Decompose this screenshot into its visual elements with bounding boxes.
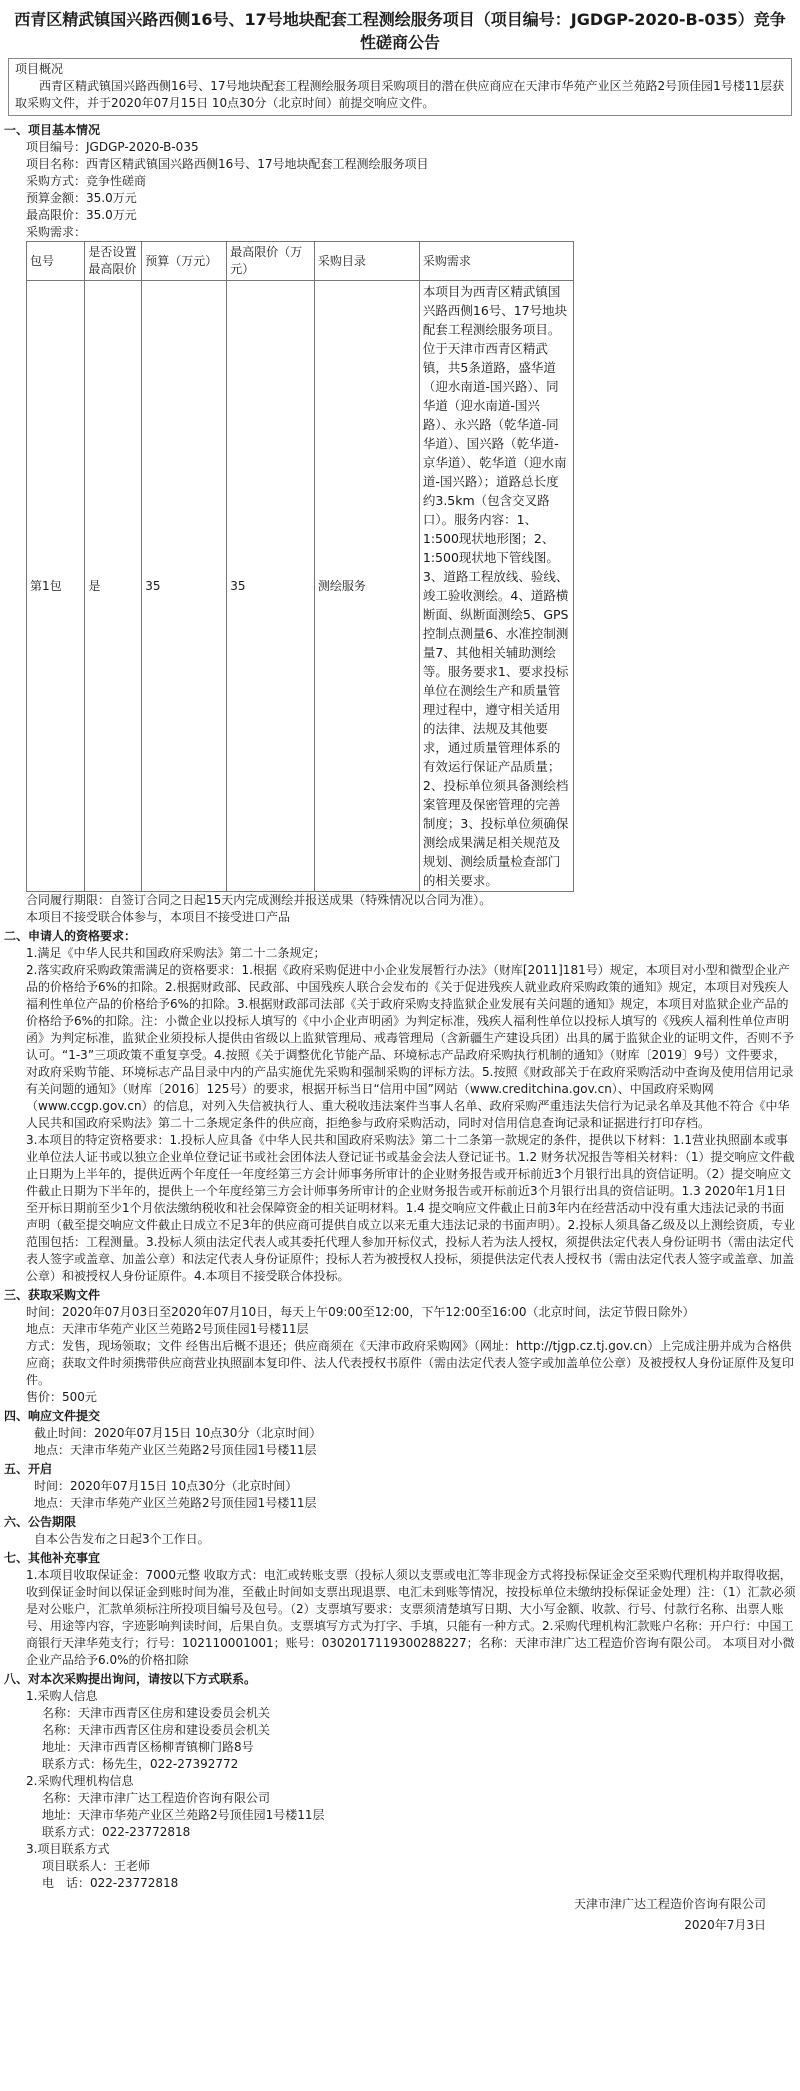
table-row: [27, 281, 574, 892]
agent-address: 地址：天津市华苑产业区兰苑路2号顶佳园1号楼11层: [42, 1808, 325, 1822]
table-header-row: [27, 242, 574, 281]
agent-name: 名称：天津市津广达工程造价咨询有限公司: [42, 1791, 271, 1805]
section-basic-info-heading: 一、项目基本情况: [4, 123, 101, 137]
section-qualification-heading: 二、申请人的资格要求：: [4, 929, 137, 943]
obtain-price: 售价：500元: [26, 1390, 97, 1404]
demand-label: 采购需求：: [26, 225, 87, 239]
section-notice-period-heading: 六、公告期限: [4, 1515, 77, 1529]
buyer-address: 地址：天津市西青区杨柳青镇柳门路8号: [42, 1740, 254, 1754]
section-opening-heading: 五、开启: [4, 1462, 53, 1476]
project-name: 项目名称：西青区精武镇国兴路西侧16号、17号地块配套工程测绘服务项目: [26, 157, 429, 171]
opening-time: 时间：2020年07月15日 10点30分（北京时间）: [34, 1479, 298, 1493]
project-overview-box: [8, 58, 792, 116]
buyer-name-repeat: 名称：天津市西青区住房和建设委员会机关: [42, 1723, 271, 1737]
procurement-method: 采购方式：竞争性磋商: [26, 174, 147, 188]
overview-heading: 项目概况: [15, 62, 64, 76]
col-header-catalog: 采购目录: [314, 242, 419, 281]
opening-place: 地点：天津市华苑产业区兰苑路2号顶佳园1号楼11层: [34, 1496, 317, 1510]
obtain-time: 时间：2020年07月03日至2020年07月10日，每天上午09:00至12:00，下午12:00至16:00（北京时间，法定节假日除外）: [26, 1305, 695, 1319]
buyer-contact: 联系方式：杨先生，022-27392772: [42, 1757, 239, 1771]
col-header-has-cap: 是否设置最高限价: [85, 242, 142, 281]
notice-period-text: 自本公告发布之日起3个工作日。: [34, 1532, 210, 1546]
project-contact-title: 3.项目联系方式: [26, 1842, 110, 1856]
agent-info-title: 2.采购代理机构信息: [26, 1774, 134, 1788]
project-number: 项目编号：JGDGP-2020-B-035: [26, 140, 199, 154]
buyer-name: 名称：天津市西青区住房和建设委员会机关: [42, 1706, 271, 1720]
section-other-heading: 七、其他补充事宜: [4, 1551, 101, 1565]
budget-amount: 预算金额：35.0万元: [26, 191, 137, 205]
cell-budget: 35: [142, 281, 227, 892]
announcement-page: [0, 8, 800, 1934]
project-contact-person: 项目联系人：王老师: [42, 1859, 151, 1873]
buyer-info-title: 1.采购人信息: [26, 1689, 98, 1703]
cell-has-cap: 是: [85, 281, 142, 892]
consortium-note: 本项目不接受联合体参与，本项目不接受进口产品: [26, 910, 291, 924]
submission-deadline: 截止时间：2020年07月15日 10点30分（北京时间）: [34, 1426, 322, 1440]
qualification-p3: 3.本项目的特定资格要求：1.投标人应具备《中华人民共和国政府采购法》第二十二条第一款规定的条件，提供以下材料：1.1营业执照副本或事业单位法人证书或以独立企业单位登记证书或社会团体法人登记证书或基金会法人登记证书。1.2 财务状况报告等相关材料：（1）提交响应文件截止日期为上半年的，提供近两个年度任一年度经第三方会计师事务所审计的企业财务报告或开标前近3个月银行出具的资信证明。（2）提交响应文件截止日期为下半年的，提供上一个年度经第三方会计师事务所审计的企业财务报告或开标前近3个月银行出具的资信证明。1.3 2020年1月1日至开标日期前至少1个月依法缴纳税收和社会保障资金的相关证明材料。1.4 提交响应文件截止日前3年内在经营活动中没有重大违法记录的书面声明（截至提交响应文件截止日成立不足3年的供应商可提供自成立以来无重大违法记录的书面声明）。2.投标人须具备乙级及以上测绘资质，专业范围包括：工程测量。3.投标人须由法定代表人或其委托代理人参加开标仪式，投标人若为法人授权，须提供法定代表人身份证明书（需由法定代表人签字或盖章、加盖公章）和法定代表人身份证原件；投标人若为被授权人投标，须提供法定代表人授权书（需由法定代表人签字或盖章、加盖公章）和被授权人身份证原件。4.本项目不接受联合体投标。: [26, 1133, 796, 1283]
signature-org: 天津市津广达工程造价咨询有限公司: [573, 1897, 766, 1911]
announcement-title: 西青区精武镇国兴路西侧16号、17号地块配套工程测绘服务项目（项目编号：JGDGP-2020-B-035）竞争性磋商公告: [14, 10, 786, 52]
col-header-budget: 预算（万元）: [142, 242, 227, 281]
cell-package: 第1包: [27, 281, 85, 892]
obtain-method: 方式：发售，现场领取；文件 经售出后概不退还；供应商须在《天津市政府采购网》（网址：http://tjgp.cz.tj.gov.cn）上完成注册并成为合格供应商；获取文件时须携带供应商营业执照副本复印件、法人代表授权书原件（需由法定代表人签字或加盖单位公章）及被授权人身份证原件及复印件。: [26, 1339, 795, 1387]
cell-demand: 本项目为西青区精武镇国兴路西侧16号、17号地块配套工程测绘服务项目。位于天津市西青区精武镇，共5条道路，盛华道（迎水南道-国兴路）、同华道（迎水南道-国兴路）、永兴路（乾华道-同华道）、国兴路（乾华道-京华道）、乾华道（迎水南道-国兴路）；道路总长度约3.5km（包含交叉路口）。服务内容：1、1:500现状地形图；2、1:500现状地下管线图。3、道路工程放线、验线、竣工验收测绘。4、道路横断面、纵断面测绘5、GPS控制点测量6、水准控制测量7、其他相关辅助测绘等。服务要求1、要求投标单位在测绘生产和质量管理过程中，遵守相关适用的法律、法规及其他要求，通过质量管理体系的有效运行保证产品质量；2、投标单位须具备测绘档案管理及保密管理的完善制度；3、投标单位须确保测绘成果满足相关规范及规划、测绘质量检查部门的相关要求。: [419, 281, 573, 892]
col-header-package: 包号: [27, 242, 85, 281]
qualification-p1: 1.满足《中华人民共和国政府采购法》第二十二条规定；: [26, 946, 326, 960]
submission-place: 地点：天津市华苑产业区兰苑路2号顶佳园1号楼11层: [34, 1443, 317, 1457]
qualification-p2: 2.落实政府采购政策需满足的资格要求：1.根据《政府采购促进中小企业发展暂行办法》（财库[2011]181号）规定，本项目对小型和微型企业产品的价格给予6%的扣除。2.根据财政部、民政部、中国残疾人联合会发布的《关于促进残疾人就业政府采购政策的通知》规定，本项目对残疾人福利性单位产品的价格给予6%的扣除。3.根据财政部司法部《关于政府采购支持监狱企业发展有关问题的通知》规定，本项目对监狱企业产品的价格给予6%的扣除。注：小微企业以投标人填写的《中小企业声明函》为判定标准，残疾人福利性单位以投标人填写的《残疾人福利性单位声明函》为判定标准，监狱企业须投标人提供由省级以上监狱管理局、戒毒管理局（含新疆生产建设兵团）出具的属于监狱企业的证明文件，否则不予认可。“1-3”三项政策不重复享受。4.按照《关于调整优化节能产品、环境标志产品政府采购执行机制的通知》（财库〔2019〕9号）文件要求，对政府采购节能、环境标志产品目录中内的产品实施优先采购和强制采购的评标方法。5.按照《财政部关于在政府采购活动中查询及使用信用记录有关问题的通知》（财库〔2016〕125号）的要求，根据开标当日“信用中国”网站（www.creditchina.gov.cn）、中国政府采购网（www.ccgp.gov.cn）的信息，对列入失信被执行人、重大税收违法案件当事人名单、政府采购严重违法失信行为记录名单及其他不符合《中华人民共和国政府采购法》第二十二条规定条件的供应商，拒绝参与政府采购活动，同时对信用信息查询记录和证据进行打印存档。: [26, 963, 795, 1130]
other-text: 1.本项目收取保证金：7000元整 收取方式：电汇或转账支票（投标人须以支票或电汇等非现金方式将投标保证金交至采购代理机构并取得收据，收到保证金时间以保证金到账时间为准，至截止时间如支票出现退票、电汇未到账等情况，按投标单位未缴纳投标保证金处理）注：（1）汇款必须是对公账户，汇款单须标注所投项目编号及包号。（2）支票填写要求：支票须清楚填写日期、大小写金额、收款、行号、付款行名称、出票人账号、用途等内容，字迹影响判读时间，后果自负。支票填写方式为打字、手填，只能有一种方式。2.采购代理机构汇款账户名称：开户行：中国工商银行天津华苑支行；行号：102110001001；账号：0302017119300288227；名称：天津市津广达工程造价咨询有限公司。 本项目对小微企业产品给予6.0%的价格扣除: [26, 1568, 796, 1667]
col-header-cap: 最高限价（万元）: [227, 242, 315, 281]
section-submission-heading: 四、响应文件提交: [4, 1409, 101, 1423]
max-price: 最高限价：35.0万元: [26, 208, 137, 222]
cell-cap: 35: [227, 281, 315, 892]
overview-text: 西青区精武镇国兴路西侧16号、17号地块配套工程测绘服务项目采购项目的潜在供应商应在天津市华苑产业区兰苑路2号顶佳园1号楼11层获取采购文件，并于2020年07月15日 10点30分（北京时间）前提交响应文件。: [15, 79, 785, 110]
requirements-table: [26, 241, 574, 892]
section-obtain-docs-heading: 三、获取采购文件: [4, 1288, 101, 1302]
obtain-place: 地点：天津市华苑产业区兰苑路2号顶佳园1号楼11层: [26, 1322, 309, 1336]
section-contact-heading: 八、对本次采购提出询问，请按以下方式联系。: [4, 1672, 257, 1686]
col-header-demand: 采购需求: [419, 242, 573, 281]
signature-date: 2020年7月3日: [684, 1918, 766, 1932]
contract-period: 合同履行期限：自签订合同之日起15天内完成测绘并报送成果（特殊情况以合同为准）。: [26, 893, 492, 907]
cell-catalog: 测绘服务: [314, 281, 419, 892]
agent-contact: 联系方式：022-23772818: [42, 1825, 191, 1839]
project-contact-phone: 电 话：022-23772818: [42, 1876, 179, 1890]
